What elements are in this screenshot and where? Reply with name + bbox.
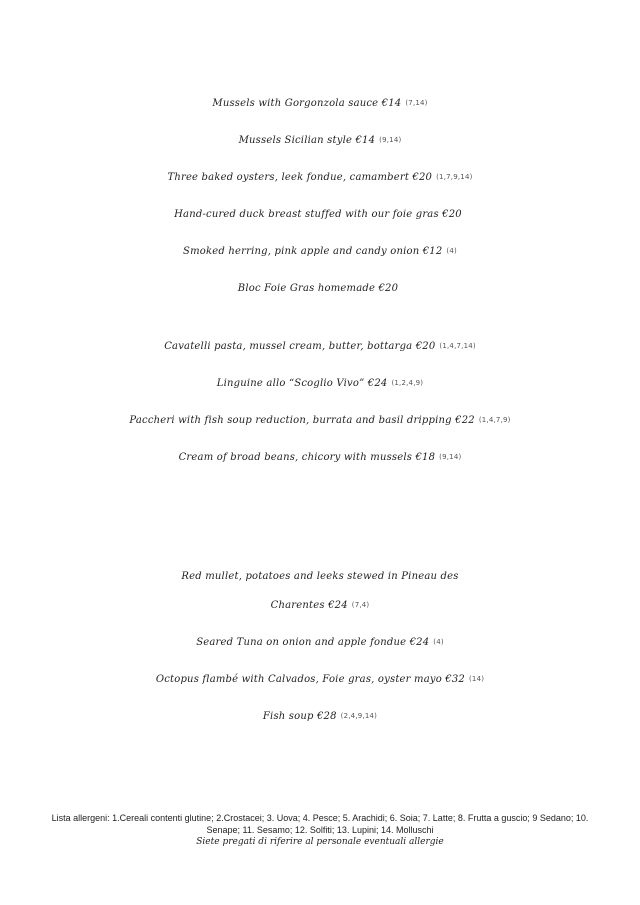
allergen-codes: (7,14) [405, 99, 428, 107]
menu-item: Hand-cured duck breast stuffed with our foie gras €20 [174, 209, 462, 220]
menu-item: Seared Tuna on onion and apple fondue €24 (4) [196, 637, 444, 648]
allergen-codes: (1,4,7,9) [478, 416, 511, 424]
menu-item: Linguine allo “Scoglio Vivo” €24 (1,2,4,9) [216, 378, 424, 389]
allergen-codes: (4) [446, 247, 457, 255]
menu-item: Cavatelli pasta, mussel cream, butter, bottarga €20 (1,4,7,14) [164, 341, 476, 352]
main-courses-section [0, 558, 640, 735]
allergen-codes: (9,14) [379, 136, 402, 144]
allergen-codes: (1,4,7,14) [439, 342, 476, 350]
allergen-codes: (1,7,9,14) [436, 173, 473, 181]
allergen-codes: (2,4,9,14) [340, 712, 378, 720]
menu-item: Three baked oysters, leek fondue, camambert €20 (1,7,9,14) [167, 172, 473, 183]
allergen-footer [40, 812, 600, 848]
menu-item: Bloc Foie Gras homemade €20 [237, 283, 399, 294]
allergen-codes: (9,14) [439, 453, 462, 461]
menu-item: Red mullet, potatoes and leeks stewed in Pineau des Charentes €24 (7,4) [181, 571, 459, 611]
menu-item: Paccheri with fish soup reduction, burrata and basil dripping €22 (1,4,7,9) [129, 415, 511, 426]
starters-section [0, 85, 640, 307]
allergen-codes: (7,4) [351, 601, 370, 609]
menu-item: Smoked herring, pink apple and candy onion €12 (4) [183, 246, 457, 257]
menu-item: Cream of broad beans, chicory with mussels €18 (9,14) [178, 452, 462, 463]
menu-item: Fish soup €28 (2,4,9,14) [262, 711, 378, 722]
allergen-codes: (4) [433, 638, 444, 646]
first-courses-section [0, 328, 640, 476]
allergy-notice: Siete pregati di riferire al personale eventuali allergie [196, 837, 444, 847]
menu-item: Octopus flambé with Calvados, Foie gras, oyster mayo €32 (14) [155, 674, 485, 685]
menu-item: Mussels Sicilian style €14 (9,14) [238, 135, 402, 146]
allergen-list: Lista allergeni: 1.Cereali contenti glutine; 2.Crostacei; 3. Uova; 4. Pesce; 5. Arachidi; 6. Soia; 7. Latte; 8. Frutta a guscio; 9 Sedano; 10. Senape; 11. Sesamo; 12. Solfiti; 13. Lupini; 14. Molluschi [51, 813, 589, 835]
menu-item: Mussels with Gorgonzola sauce €14 (7,14) [212, 98, 428, 109]
allergen-codes: (1,2,4,9) [391, 379, 424, 387]
allergen-codes: (14) [469, 675, 485, 683]
